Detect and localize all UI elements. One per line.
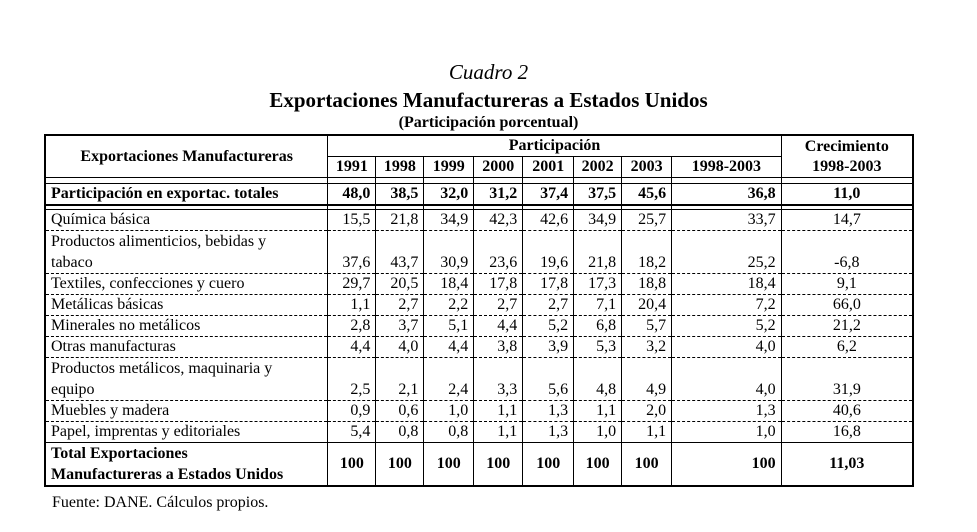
total-row xyxy=(45,442,913,486)
table-cell: 17,8 xyxy=(474,273,523,294)
table-row xyxy=(45,421,913,442)
table-cell: 29,7 xyxy=(328,273,376,294)
table-cell: 1,3 xyxy=(672,400,782,421)
table-cell: 100 xyxy=(672,442,782,486)
row-label-line2: equipo xyxy=(51,380,95,398)
table-cell: 7,2 xyxy=(672,294,782,315)
row-label: Muebles y madera xyxy=(45,400,328,421)
table-cell: 17,3 xyxy=(574,273,622,294)
table-cell: 5,6 xyxy=(523,357,574,400)
table-cell: 42,3 xyxy=(474,209,523,230)
row-label xyxy=(45,357,328,400)
table-cell: 19,6 xyxy=(523,230,574,273)
table-cell: 30,9 xyxy=(424,230,474,273)
year-header: 1998 xyxy=(376,157,424,178)
table-row xyxy=(45,273,913,294)
table-cell: 40,6 xyxy=(781,400,913,421)
table-cell: 11,0 xyxy=(781,184,913,206)
table-cell: 100 xyxy=(474,442,523,486)
table-cell: 37,4 xyxy=(523,184,574,206)
table-cell: 66,0 xyxy=(781,294,913,315)
table-cell: 20,5 xyxy=(376,273,424,294)
table-cell: 5,1 xyxy=(424,315,474,336)
row-label: Minerales no metálicos xyxy=(45,315,328,336)
year-header: 2000 xyxy=(474,157,523,178)
table-cell: 31,2 xyxy=(474,184,523,206)
table-row xyxy=(45,315,913,336)
table-cell: 38,5 xyxy=(376,184,424,206)
table-row xyxy=(45,336,913,357)
table-row xyxy=(45,357,913,400)
year-header: 1991 xyxy=(328,157,376,178)
table-cell: 0,9 xyxy=(328,400,376,421)
table-cell: 5,3 xyxy=(574,336,622,357)
table-cell: 100 xyxy=(424,442,474,486)
table-cell: 45,6 xyxy=(622,184,672,206)
table-cell: 3,7 xyxy=(376,315,424,336)
table-cell: 18,8 xyxy=(622,273,672,294)
table-cell: 100 xyxy=(376,442,424,486)
exports-table xyxy=(44,134,914,487)
row-label-line1: Productos alimenticios, bebidas y xyxy=(51,232,267,250)
row-label: Textiles, confecciones y cuero xyxy=(45,273,328,294)
table-cell: 32,0 xyxy=(424,184,474,206)
table-cell: 0,8 xyxy=(376,421,424,442)
table-cell: 16,8 xyxy=(781,421,913,442)
table-cell: 17,8 xyxy=(523,273,574,294)
table-cell: 2,1 xyxy=(376,357,424,400)
total-label-line2: Manufactureras a Estados Unidos xyxy=(51,465,284,483)
table-cell: 4,4 xyxy=(474,315,523,336)
table-cell: 2,4 xyxy=(424,357,474,400)
table-cell: 37,6 xyxy=(328,230,376,273)
table-cell: 2,0 xyxy=(622,400,672,421)
table-cell: 1,1 xyxy=(474,421,523,442)
table-cell: 3,3 xyxy=(474,357,523,400)
year-header: 1998-2003 xyxy=(672,157,782,178)
table-cell: 11,03 xyxy=(781,442,913,486)
table-cell: 1,3 xyxy=(523,421,574,442)
table-cell: 100 xyxy=(523,442,574,486)
table-cell: 33,7 xyxy=(672,209,782,230)
table-cell: 100 xyxy=(622,442,672,486)
table-cell: 3,9 xyxy=(523,336,574,357)
table-cell: 3,8 xyxy=(474,336,523,357)
table-cell: 1,0 xyxy=(672,421,782,442)
table-cell: 15,5 xyxy=(328,209,376,230)
table-cell: 5,2 xyxy=(672,315,782,336)
table-cell: 25,7 xyxy=(622,209,672,230)
table-cell: 34,9 xyxy=(574,209,622,230)
table-cell: 18,2 xyxy=(622,230,672,273)
table-cell: 0,6 xyxy=(376,400,424,421)
table-cell: 1,1 xyxy=(574,400,622,421)
table-cell: 1,0 xyxy=(574,421,622,442)
table-row xyxy=(45,400,913,421)
table-cell: 100 xyxy=(574,442,622,486)
table-cell: 2,5 xyxy=(328,357,376,400)
row-label: Otras manufacturas xyxy=(45,336,328,357)
table-cell: 5,2 xyxy=(523,315,574,336)
table-cell: 1,1 xyxy=(622,421,672,442)
source-note: Fuente: DANE. Cálculos propios. xyxy=(52,494,269,511)
table-cell: 4,4 xyxy=(328,336,376,357)
table-cell: 7,1 xyxy=(574,294,622,315)
table-cell: 42,6 xyxy=(523,209,574,230)
table-cell: 2,7 xyxy=(376,294,424,315)
table-title: Exportaciones Manufactureras a Estados Unidos xyxy=(269,88,708,112)
year-header: 2002 xyxy=(574,157,622,178)
table-cell: 25,2 xyxy=(672,230,782,273)
table-subtitle: (Participación porcentual) xyxy=(398,114,579,131)
table-cell: 5,4 xyxy=(328,421,376,442)
table-cell: 100 xyxy=(328,442,376,486)
summary-label: Participación en exportac. totales xyxy=(45,184,328,206)
year-header: 2003 xyxy=(622,157,672,178)
table-cell: 2,2 xyxy=(424,294,474,315)
table-cell: 1,3 xyxy=(523,400,574,421)
row-label-line1: Productos metálicos, maquinaria y xyxy=(51,359,273,377)
table-cell: 4,0 xyxy=(672,336,782,357)
table-cell: 21,8 xyxy=(574,230,622,273)
table-cell: 0,8 xyxy=(424,421,474,442)
table-cell: 48,0 xyxy=(328,184,376,206)
table-cell: 1,1 xyxy=(474,400,523,421)
table-cell: 2,8 xyxy=(328,315,376,336)
table-number: Cuadro 2 xyxy=(448,60,529,84)
table-cell: 6,2 xyxy=(781,336,913,357)
table-row xyxy=(45,209,913,230)
year-header: 2001 xyxy=(523,157,574,178)
table-row xyxy=(45,294,913,315)
row-label: Metálicas básicas xyxy=(45,294,328,315)
table-cell: -6,8 xyxy=(781,230,913,273)
table-cell: 18,4 xyxy=(424,273,474,294)
table-cell: 1,0 xyxy=(424,400,474,421)
table-cell: 20,4 xyxy=(622,294,672,315)
table-cell: 4,9 xyxy=(622,357,672,400)
row-label xyxy=(45,230,328,273)
year-header: 1999 xyxy=(424,157,474,178)
table-cell: 9,1 xyxy=(781,273,913,294)
table-cell: 3,2 xyxy=(622,336,672,357)
table-cell: 34,9 xyxy=(424,209,474,230)
table-cell: 23,6 xyxy=(474,230,523,273)
row-header: Exportaciones Manufactureras xyxy=(45,135,328,178)
table-cell: 14,7 xyxy=(781,209,913,230)
table-row xyxy=(45,230,913,273)
table-cell: 4,8 xyxy=(574,357,622,400)
crecimiento-line2: 1998-2003 xyxy=(812,157,882,175)
table-cell: 21,2 xyxy=(781,315,913,336)
table-cell: 5,7 xyxy=(622,315,672,336)
group-header-crecimiento xyxy=(781,135,913,178)
crecimiento-line1: Crecimiento xyxy=(804,137,889,155)
table-cell: 36,8 xyxy=(672,184,782,206)
table-cell: 31,9 xyxy=(781,357,913,400)
table-cell: 4,0 xyxy=(672,357,782,400)
summary-row xyxy=(45,184,913,206)
row-label-line2: tabaco xyxy=(51,253,93,271)
table-cell: 37,5 xyxy=(574,184,622,206)
table-cell: 2,7 xyxy=(523,294,574,315)
table-cell: 2,7 xyxy=(474,294,523,315)
table-cell: 21,8 xyxy=(376,209,424,230)
row-label: Química básica xyxy=(45,209,328,230)
total-label-line1: Total Exportaciones xyxy=(51,444,188,462)
table-cell: 4,0 xyxy=(376,336,424,357)
table-cell: 18,4 xyxy=(672,273,782,294)
table-cell: 1,1 xyxy=(328,294,376,315)
group-header-participacion: Participación xyxy=(328,135,781,157)
table-cell: 43,7 xyxy=(376,230,424,273)
total-label xyxy=(45,442,328,486)
table-cell: 4,4 xyxy=(424,336,474,357)
row-label: Papel, imprentas y editoriales xyxy=(45,421,328,442)
table-cell: 6,8 xyxy=(574,315,622,336)
